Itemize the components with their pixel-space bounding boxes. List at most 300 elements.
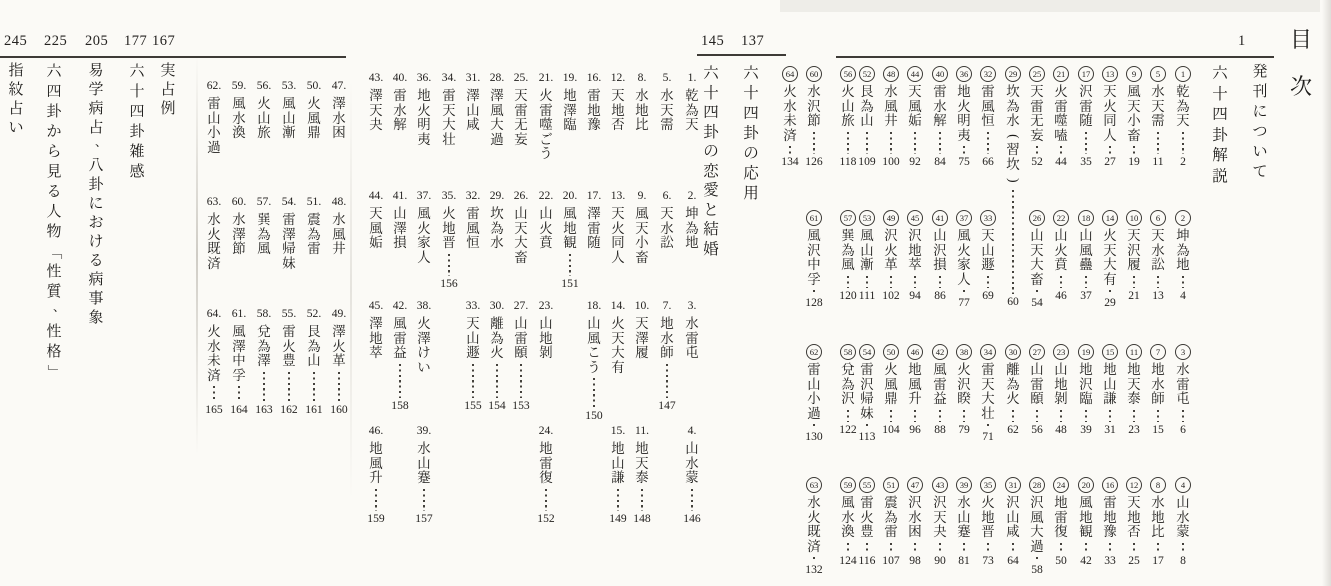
vertical-char: 地 xyxy=(539,441,553,456)
entry-number: 60. xyxy=(231,195,247,208)
entry-number: 43 xyxy=(932,477,948,493)
entry-number: 17. xyxy=(586,189,602,202)
toc-entry-25 xyxy=(1025,66,1049,168)
vertical-char: 嗑 xyxy=(1054,127,1068,143)
toc-entry-28 xyxy=(1025,477,1049,577)
vertical-char: 旅 xyxy=(257,125,271,141)
vertical-char: 水 xyxy=(807,495,821,510)
vertical-char: 同 xyxy=(1103,113,1117,129)
vertical-char: 有 xyxy=(611,359,625,375)
vertical-char: 訟 xyxy=(1151,257,1165,273)
vertical-char: 澤 xyxy=(369,88,383,103)
dotted-leader xyxy=(1109,290,1111,295)
vertical-char: 謙 xyxy=(1103,391,1117,407)
entry-number: 43. xyxy=(368,71,384,84)
vertical-char: 観 xyxy=(1079,524,1093,540)
vertical-char: ( xyxy=(1006,133,1022,139)
vertical-char: 孚 xyxy=(232,367,246,383)
entry-number: 53. xyxy=(281,79,297,92)
vertical-char: 水 xyxy=(908,509,922,525)
vertical-char: 小 xyxy=(207,125,221,141)
vertical-char: 火 xyxy=(1054,84,1068,99)
vertical-char: 天 xyxy=(611,330,625,346)
vertical-char: 雷 xyxy=(393,88,407,103)
entry-number: 20 xyxy=(1078,477,1094,493)
dotted-leader xyxy=(1085,276,1087,288)
vertical-char: 天 xyxy=(369,102,383,118)
vertical-char: 井 xyxy=(332,241,346,257)
entry-number: 46 xyxy=(907,344,923,360)
vertical-char: 」 xyxy=(45,364,62,380)
entry-number: 3 xyxy=(1175,344,1191,360)
vertical-char: 水 xyxy=(207,338,221,354)
entry-page-number: 120 xyxy=(839,289,857,302)
toc-entry-16 xyxy=(1098,477,1122,567)
entry-page-number: 154 xyxy=(488,399,506,412)
vertical-char: 澤 xyxy=(393,220,407,236)
dotted-leader xyxy=(238,386,240,402)
entry-page-number: 15 xyxy=(1152,423,1164,436)
vertical-char: 実 xyxy=(160,63,176,79)
vertical-char: 地 xyxy=(369,441,383,456)
section-title-shimon xyxy=(5,62,27,138)
dotted-leader xyxy=(313,372,315,402)
vertical-char: 師 xyxy=(1151,391,1165,407)
vertical-char: 坎 xyxy=(1006,156,1020,172)
vertical-char: 雷 xyxy=(514,102,528,118)
vertical-char: 格 xyxy=(46,344,62,360)
entry-number: 13 xyxy=(1102,66,1118,82)
vertical-char: 天 xyxy=(1127,495,1141,510)
dotted-leader xyxy=(1182,410,1184,422)
vertical-char: 易 xyxy=(88,63,104,79)
vertical-char: 天 xyxy=(1127,228,1141,243)
toc-entry-10 xyxy=(1122,210,1146,302)
entry-page-number: 60 xyxy=(1007,295,1019,308)
dotted-leader xyxy=(847,276,849,288)
entry-page-number: 155 xyxy=(464,399,482,412)
entry-page-number: 164 xyxy=(230,403,248,416)
toc-entry-13 xyxy=(606,190,630,265)
vertical-char: 山 xyxy=(933,228,947,243)
dotted-leader xyxy=(288,372,290,402)
section-page-number-shimon: 245 xyxy=(4,33,28,49)
vertical-char: け xyxy=(88,234,104,250)
entry-page-number: 35 xyxy=(1080,155,1092,168)
vertical-char: 地 xyxy=(611,102,625,118)
toc-entry-8 xyxy=(1146,477,1170,567)
toc-entry-4 xyxy=(680,425,704,525)
vertical-char: 豫 xyxy=(587,117,601,133)
vertical-char: 風 xyxy=(1030,509,1044,525)
toc-entry-16 xyxy=(582,72,606,133)
entry-page-number: 157 xyxy=(415,512,433,525)
entry-page-number: 151 xyxy=(561,277,579,290)
section-page-number-renai: 145 xyxy=(701,33,725,49)
entry-page-number: 71 xyxy=(982,430,994,444)
toc-entry-43 xyxy=(364,72,388,133)
vertical-char: 沢 xyxy=(807,242,821,258)
vertical-char: 、 xyxy=(94,135,107,149)
entry-number: 52. xyxy=(306,307,322,320)
vertical-char: 澤 xyxy=(282,226,296,242)
vertical-char: 雷 xyxy=(307,241,321,257)
toc-entry-45 xyxy=(903,210,927,302)
vertical-char: 山 xyxy=(685,441,699,456)
entry-page-number: 11 xyxy=(1152,155,1164,168)
vertical-char: 為 xyxy=(307,338,321,354)
dotted-leader xyxy=(520,364,522,398)
toc-entry-18 xyxy=(582,300,606,422)
vertical-char: 坤 xyxy=(1176,228,1190,243)
entry-number: 44. xyxy=(368,189,384,202)
dotted-leader xyxy=(939,276,941,288)
toc-entry-24 xyxy=(534,425,558,525)
vertical-char: の xyxy=(743,145,759,162)
toc-entry-11 xyxy=(1122,344,1146,436)
vertical-char: 離 xyxy=(490,316,504,331)
toc-entry-47 xyxy=(327,80,351,141)
toc-entry-1 xyxy=(1171,66,1195,168)
vertical-char: 雷 xyxy=(539,102,553,118)
toc-entry-26 xyxy=(1025,210,1049,310)
vertical-char: 風 xyxy=(369,220,383,236)
toc-entry-53 xyxy=(277,80,301,141)
entry-page-number: 13 xyxy=(1152,289,1164,302)
vertical-char: 水 xyxy=(1151,242,1165,258)
vertical-char: 山 xyxy=(587,316,601,331)
vertical-char: 革 xyxy=(884,257,898,273)
vertical-char: 震 xyxy=(307,212,321,227)
entry-page-number: 102 xyxy=(882,289,900,302)
entry-page-number: 122 xyxy=(839,423,857,436)
section-page-number-jissen: 167 xyxy=(152,33,176,49)
entry-page-number: 75 xyxy=(958,155,970,168)
vertical-char: 明 xyxy=(417,117,431,133)
entry-number: 27. xyxy=(513,299,529,312)
vertical-char: 火 xyxy=(490,345,504,361)
vertical-char: 事 xyxy=(88,291,104,307)
vertical-char: 風 xyxy=(908,376,922,392)
entry-number: 23. xyxy=(538,299,554,312)
vertical-char: 解 xyxy=(393,117,407,133)
vertical-char: 風 xyxy=(232,324,246,339)
scan-shading-right xyxy=(1322,0,1331,586)
vertical-char: 風 xyxy=(1079,495,1093,510)
entry-number: 23 xyxy=(1053,344,1069,360)
vertical-char: 火 xyxy=(539,220,553,236)
entry-number: 6 xyxy=(1150,210,1166,226)
vertical-char: 過 xyxy=(1030,538,1044,554)
vertical-char: お xyxy=(88,215,104,231)
vertical-char: 天 xyxy=(981,228,995,243)
toc-entry-57 xyxy=(252,196,276,257)
entry-number: 7. xyxy=(662,299,672,312)
vertical-char: い xyxy=(8,120,24,136)
vertical-char: 風 xyxy=(587,330,601,346)
entry-number: 11. xyxy=(634,424,650,437)
dotted-leader xyxy=(987,424,989,429)
entry-number: 35 xyxy=(980,477,996,493)
toc-entry-35 xyxy=(437,190,461,290)
toc-entry-44 xyxy=(364,190,388,251)
entry-number: 6. xyxy=(662,189,672,202)
vertical-char: 風 xyxy=(933,362,947,377)
toc-entry-27 xyxy=(1025,344,1049,436)
entry-number: 38. xyxy=(416,299,432,312)
entry-number: 24. xyxy=(538,424,554,437)
entry-number: 47 xyxy=(907,477,923,493)
vertical-char: 天 xyxy=(1127,376,1141,392)
toc-entry-17 xyxy=(582,190,606,251)
toc-entry-15 xyxy=(1098,344,1122,436)
dotted-leader xyxy=(617,489,619,511)
vertical-char: 十 xyxy=(129,84,145,100)
vertical-char: 妹 xyxy=(860,405,874,421)
vertical-char: 沢 xyxy=(841,391,855,407)
vertical-char: 天 xyxy=(1030,84,1044,99)
vertical-char: 説 xyxy=(1212,167,1228,185)
vertical-char: 火 xyxy=(417,102,431,118)
dotted-leader xyxy=(1012,410,1014,422)
entry-number: 60 xyxy=(806,66,822,82)
entry-page-number: 134 xyxy=(781,155,799,168)
toc-entry-30 xyxy=(1001,344,1025,436)
entry-number: 12 xyxy=(1126,477,1142,493)
toc-entry-12 xyxy=(606,72,630,133)
toc-entry-9 xyxy=(1122,66,1146,168)
vertical-char: 四 xyxy=(46,84,62,100)
entry-page-number: 116 xyxy=(858,554,876,567)
dotted-leader xyxy=(1109,543,1111,553)
vertical-char: 天 xyxy=(1127,98,1141,114)
toc-entry-28 xyxy=(485,72,509,147)
vertical-char: 風 xyxy=(332,226,346,242)
vertical-char: 雷 xyxy=(981,84,995,99)
entry-number: 62 xyxy=(806,344,822,360)
entry-number: 58. xyxy=(256,307,272,320)
vertical-char: 沢 xyxy=(908,495,922,510)
vertical-char: 乾 xyxy=(685,88,699,103)
entry-number: 18. xyxy=(586,299,602,312)
vertical-char: 節 xyxy=(232,241,246,257)
entry-page-number: 100 xyxy=(882,155,900,168)
vertical-char: 卦 xyxy=(46,104,62,120)
entry-number: 8 xyxy=(1150,477,1166,493)
toc-entry-24 xyxy=(1049,477,1073,567)
vertical-char: 水 xyxy=(807,84,821,99)
entry-page-number: 153 xyxy=(512,399,530,412)
toc-entry-14 xyxy=(606,300,630,375)
vertical-char: 地 xyxy=(611,441,625,456)
vertical-char: 地 xyxy=(1103,362,1117,377)
entry-page-number: 165 xyxy=(205,403,223,416)
section-title-jissen xyxy=(157,62,179,119)
vertical-char: 蠱 xyxy=(1079,257,1093,273)
vertical-char: 火 xyxy=(611,316,625,331)
dotted-leader xyxy=(1133,410,1135,422)
entry-number: 25. xyxy=(513,71,529,84)
vertical-char: ら xyxy=(46,144,62,160)
vertical-char: 復 xyxy=(1054,524,1068,540)
toc-entry-60 xyxy=(802,66,826,168)
vertical-char: 風 xyxy=(908,98,922,114)
vertical-char: 雷 xyxy=(884,524,898,540)
vertical-char: 地 xyxy=(957,84,971,99)
dotted-leader xyxy=(1133,276,1135,288)
vertical-char: 水 xyxy=(1151,376,1165,392)
vertical-char: 為 xyxy=(257,338,271,354)
vertical-char: 愛 xyxy=(703,182,719,199)
dotted-leader xyxy=(1133,146,1135,154)
dotted-leader xyxy=(963,543,965,553)
vertical-char: 兌 xyxy=(841,362,855,377)
vertical-char: 見 xyxy=(46,164,62,180)
entry-number: 3. xyxy=(687,299,697,312)
toc-entry-33 xyxy=(461,300,485,412)
vertical-char: 同 xyxy=(611,235,625,251)
vertical-char: 天 xyxy=(908,84,922,99)
dotted-leader xyxy=(1182,276,1184,288)
entry-number: 31 xyxy=(1005,477,1021,493)
entry-page-number: 33 xyxy=(1104,554,1116,567)
entry-number: 7 xyxy=(1150,344,1166,360)
dotted-leader xyxy=(1133,543,1135,553)
entry-number: 64. xyxy=(206,307,222,320)
page-crease-mid xyxy=(350,80,352,500)
toc-entry-41 xyxy=(388,190,412,251)
dotted-leader xyxy=(890,543,892,553)
entry-number: 5 xyxy=(1150,66,1166,82)
section-title-jinbutsu xyxy=(43,62,65,382)
vertical-char: 風 xyxy=(957,228,971,243)
vertical-char: 賁 xyxy=(539,235,553,251)
dotted-leader xyxy=(472,364,474,398)
vertical-char: 水 xyxy=(332,212,346,227)
entry-page-number: 66 xyxy=(982,155,994,168)
toc-entry-42 xyxy=(388,300,412,412)
entry-number: 55. xyxy=(281,307,297,320)
entry-number: 21 xyxy=(1053,66,1069,82)
entry-number: 15. xyxy=(610,424,626,437)
vertical-char: 臨 xyxy=(563,117,577,133)
vertical-char: 為 xyxy=(307,226,321,242)
vertical-char: 剝 xyxy=(539,345,553,361)
dotted-leader xyxy=(890,410,892,422)
vertical-char: 天 xyxy=(369,206,383,221)
entry-number: 22. xyxy=(538,189,554,202)
toc-entry-64 xyxy=(778,66,802,168)
vertical-char: 雷 xyxy=(1054,98,1068,114)
entry-page-number: 69 xyxy=(982,289,994,302)
vertical-char: 未 xyxy=(207,353,221,369)
toc-entry-32 xyxy=(976,66,1000,168)
entry-page-number: 163 xyxy=(255,403,273,416)
vertical-char: け xyxy=(417,345,431,361)
toc-entry-58 xyxy=(252,308,276,416)
vertical-char: 雷 xyxy=(587,220,601,236)
vertical-char: 畜 xyxy=(1030,271,1044,287)
vertical-char: 為 xyxy=(841,242,855,258)
vertical-char: 妹 xyxy=(282,255,296,271)
toc-entry-6 xyxy=(655,190,679,251)
vertical-char: 萃 xyxy=(908,257,922,273)
entry-number: 21. xyxy=(538,71,554,84)
vertical-char: 地 xyxy=(908,242,922,258)
vertical-char: 六 xyxy=(743,65,759,82)
toc-entry-38 xyxy=(412,300,436,375)
entry-number: 59 xyxy=(840,477,856,493)
vertical-char: 天 xyxy=(635,316,649,331)
vertical-char: 四 xyxy=(129,104,145,120)
toc-entry-44 xyxy=(903,66,927,168)
vertical-char: う xyxy=(539,146,553,162)
dotted-leader xyxy=(1109,146,1111,154)
vertical-char: 山 xyxy=(1054,362,1068,377)
dotted-leader xyxy=(914,410,916,422)
vertical-char: 応 xyxy=(743,165,759,182)
vertical-char: 天 xyxy=(611,88,625,103)
vertical-char: 済 xyxy=(207,255,221,271)
dotted-leader xyxy=(866,424,868,429)
entry-page-number: 90 xyxy=(934,554,946,567)
vertical-char: 雷 xyxy=(1079,98,1093,114)
entry-page-number: 148 xyxy=(633,512,651,525)
vertical-char: 十 xyxy=(703,84,719,102)
vertical-char: 水 xyxy=(207,212,221,227)
entry-page-number: 21 xyxy=(1128,289,1140,302)
vertical-char: 雷 xyxy=(514,330,528,346)
entry-number: 9. xyxy=(637,189,647,202)
dotted-leader xyxy=(813,132,815,154)
entry-page-number: 52 xyxy=(1031,155,1043,168)
toc-entry-25 xyxy=(509,72,533,147)
vertical-char: 頤 xyxy=(514,345,528,361)
vertical-char: 天 xyxy=(442,102,456,118)
vertical-char: 火 xyxy=(611,220,625,236)
dotted-leader xyxy=(847,132,849,154)
vertical-char: 坎 xyxy=(490,206,504,221)
vertical-char: 地 xyxy=(587,102,601,118)
entry-page-number: 158 xyxy=(391,399,409,412)
entry-number: 14. xyxy=(610,299,626,312)
vertical-char: 人 xyxy=(611,249,625,265)
entry-page-number: 132 xyxy=(805,563,823,577)
entry-number: 53 xyxy=(859,210,875,226)
vertical-char: 澤 xyxy=(587,206,601,221)
vertical-char: 火 xyxy=(957,362,971,377)
vertical-char: 睽 xyxy=(957,391,971,407)
vertical-char: 為 xyxy=(490,330,504,346)
scan-shading-top xyxy=(780,0,1320,12)
toc-entry-23 xyxy=(1049,344,1073,436)
vertical-char: 地 xyxy=(563,220,577,236)
vertical-char: 雷 xyxy=(933,376,947,392)
entry-page-number: 118 xyxy=(839,155,857,168)
vertical-char: 水 xyxy=(1176,509,1190,525)
vertical-char: 風 xyxy=(884,376,898,392)
toc-entry-40 xyxy=(388,72,412,133)
toc-entry-34 xyxy=(437,72,461,147)
entry-number: 17 xyxy=(1078,66,1094,82)
vertical-char: 風 xyxy=(841,495,855,510)
entry-page-number: 161 xyxy=(305,403,323,416)
vertical-char: 需 xyxy=(1151,113,1165,129)
vertical-char: 水 xyxy=(685,455,699,471)
vertical-char: 風 xyxy=(807,228,821,243)
vertical-char: 雷 xyxy=(393,330,407,346)
entry-number: 40 xyxy=(932,66,948,82)
